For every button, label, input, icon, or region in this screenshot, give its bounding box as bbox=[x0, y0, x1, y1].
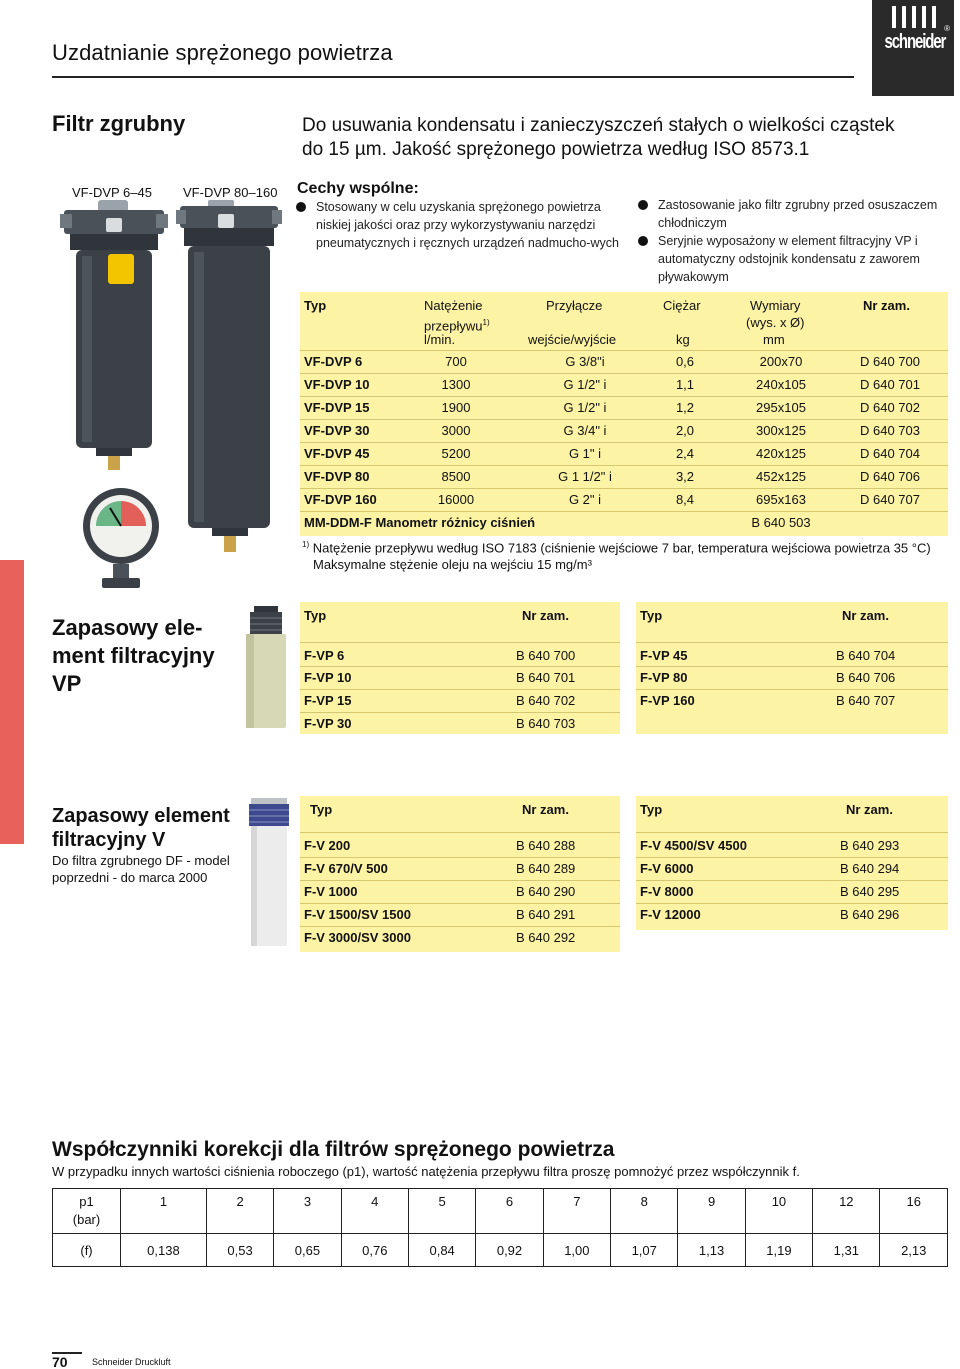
pressure-cell: 12 bbox=[813, 1189, 880, 1234]
row-typ: VF-DVP 6 bbox=[304, 354, 363, 369]
header-order: Nr zam. bbox=[863, 298, 910, 313]
header-dims-sub: (wys. x Ø) bbox=[746, 315, 805, 330]
factor-cell: 1,07 bbox=[611, 1234, 678, 1267]
row-order: D 640 704 bbox=[860, 446, 920, 461]
factor-cell: 1,00 bbox=[543, 1234, 610, 1267]
logo-registered-mark: ® bbox=[944, 24, 950, 33]
header-order: Nr zam. bbox=[846, 802, 893, 817]
logo-stripe bbox=[912, 6, 916, 28]
row-order: B 640 292 bbox=[516, 930, 576, 945]
section-intro: Do usuwania kondensatu i zanieczyszczeń stałych o wielkości cząstek do 15 µm. Jakość sprężonego powietrza według ISO 8573.1 bbox=[302, 115, 895, 160]
header-order: Nr zam. bbox=[522, 802, 569, 817]
pressure-cell: 4 bbox=[341, 1189, 408, 1234]
row-flow: 700 bbox=[445, 354, 467, 369]
row-weight: 2,4 bbox=[675, 446, 695, 461]
vp-table-right bbox=[636, 602, 948, 734]
row-connection: G 3/4" i bbox=[563, 423, 607, 438]
header-connection-sub: wejście/wyjście bbox=[528, 332, 617, 347]
row-weight: 3,2 bbox=[675, 469, 695, 484]
features-title: Cechy wspólne: bbox=[297, 180, 419, 197]
footnote-mark: 1) bbox=[302, 540, 310, 549]
logo-stripe bbox=[922, 6, 926, 28]
pressure-row bbox=[53, 1189, 948, 1234]
row-order: D 640 706 bbox=[860, 469, 920, 484]
row-typ: F-V 12000 bbox=[640, 907, 701, 922]
row-connection: G 1 1/2" i bbox=[558, 469, 612, 484]
row-order: B 640 289 bbox=[516, 861, 576, 876]
row-order: B 640 293 bbox=[840, 838, 900, 853]
logo-text: schneider bbox=[884, 31, 946, 53]
row-flow: 8500 bbox=[441, 469, 471, 484]
row-weight: 0,6 bbox=[675, 354, 695, 369]
row-order: B 640 706 bbox=[836, 670, 896, 685]
pressure-cell: 10 bbox=[745, 1189, 812, 1234]
row-order: D 640 701 bbox=[860, 377, 920, 392]
correction-table bbox=[52, 1188, 948, 1267]
features-list-left bbox=[296, 198, 626, 252]
row-order: B 640 700 bbox=[516, 648, 576, 663]
row-order: B 640 704 bbox=[836, 648, 896, 663]
section-subtitle-v: Do filtra zgrubnego DF - model poprzedni - do marca 2000 bbox=[52, 853, 230, 885]
row-weight: 2,0 bbox=[675, 423, 695, 438]
row-typ: VF-DVP 30 bbox=[304, 423, 370, 438]
product-table bbox=[300, 292, 948, 536]
pressure-cell: 1 bbox=[121, 1189, 207, 1234]
pressure-cell: 5 bbox=[408, 1189, 475, 1234]
header-weight-unit: kg bbox=[676, 332, 690, 347]
section-title-vp: Zapasowy ele- ment filtracyjny VP bbox=[52, 615, 215, 696]
factor-cell: 2,13 bbox=[880, 1234, 948, 1267]
row-connection: G 2" i bbox=[568, 492, 602, 507]
product-label-large: VF-DVP 80–160 bbox=[183, 185, 278, 200]
v-table-left bbox=[300, 796, 620, 952]
header-typ: Typ bbox=[304, 608, 327, 623]
row-connection: G 1" i bbox=[568, 446, 602, 461]
section-title-filter: Filtr zgrubny bbox=[52, 111, 186, 136]
v-element-illustration bbox=[243, 794, 295, 952]
row-typ: F-VP 80 bbox=[640, 670, 688, 685]
row-typ: F-VP 160 bbox=[640, 693, 695, 708]
row-dims: 420x125 bbox=[756, 446, 806, 461]
factor-cell: 0,138 bbox=[121, 1234, 207, 1267]
row-order: D 640 707 bbox=[860, 492, 920, 507]
row-weight: 8,4 bbox=[675, 492, 695, 507]
row-typ: VF-DVP 160 bbox=[304, 492, 377, 507]
pressure-label: p1 (bar) bbox=[53, 1189, 121, 1234]
pressure-cell: 16 bbox=[880, 1189, 948, 1234]
row-flow: 5200 bbox=[441, 446, 471, 461]
row-order: D 640 703 bbox=[860, 423, 920, 438]
schneider-logo bbox=[872, 0, 954, 96]
row-typ: MM-DDM-F Manometr różnicy ciśnień bbox=[304, 515, 536, 530]
row-order: B 640 296 bbox=[840, 907, 900, 922]
row-typ: VF-DVP 10 bbox=[304, 377, 370, 392]
product-label-small: VF-DVP 6–45 bbox=[72, 185, 152, 200]
row-dims: 300x125 bbox=[756, 423, 806, 438]
row-order: B 640 702 bbox=[516, 693, 576, 708]
row-typ: F-VP 15 bbox=[304, 693, 352, 708]
row-weight: 1,2 bbox=[675, 400, 695, 415]
factor-cell: 1,31 bbox=[813, 1234, 880, 1267]
publisher-name: Schneider Druckluft bbox=[92, 1357, 171, 1367]
row-dims: 295x105 bbox=[756, 400, 806, 415]
row-typ: F-V 670/V 500 bbox=[304, 861, 388, 876]
row-typ: VF-DVP 45 bbox=[304, 446, 370, 461]
row-flow: 3000 bbox=[441, 423, 471, 438]
row-typ: F-VP 6 bbox=[304, 648, 345, 663]
row-order: B 640 291 bbox=[516, 907, 576, 922]
logo-stripe bbox=[892, 6, 896, 28]
row-typ: F-VP 10 bbox=[304, 670, 352, 685]
row-weight: 1,1 bbox=[675, 377, 695, 392]
header-order: Nr zam. bbox=[522, 608, 569, 623]
page-number: 70 bbox=[52, 1354, 68, 1369]
row-order: D 640 702 bbox=[860, 400, 920, 415]
pressure-cell: 6 bbox=[476, 1189, 543, 1234]
row-typ: F-V 3000/SV 3000 bbox=[304, 930, 411, 945]
row-order: B 640 294 bbox=[840, 861, 900, 876]
row-connection: G 3/8"i bbox=[565, 354, 605, 369]
header-rule bbox=[52, 76, 854, 78]
factor-cell: 0,92 bbox=[476, 1234, 543, 1267]
feature-item: Stosowany w celu uzyskania sprężonego powietrza niskiej jakości oraz przy wykorzystywaniu narzędzi pneumatycznych i ręcznych urządzeń nadmucho-wych bbox=[296, 198, 626, 252]
header-flow: Natężenie bbox=[424, 298, 483, 313]
row-connection: G 1/2" i bbox=[563, 377, 607, 392]
row-order: B 640 288 bbox=[516, 838, 576, 853]
row-typ: F-V 6000 bbox=[640, 861, 694, 876]
factor-cell: 0,53 bbox=[206, 1234, 273, 1267]
pressure-cell: 3 bbox=[274, 1189, 341, 1234]
v-table-right bbox=[636, 796, 948, 930]
row-typ: F-V 8000 bbox=[640, 884, 694, 899]
row-flow: 1300 bbox=[441, 377, 471, 392]
header-connection: Przyłącze bbox=[546, 298, 603, 313]
row-typ: F-V 4500/SV 4500 bbox=[640, 838, 747, 853]
factor-cell: 0,76 bbox=[341, 1234, 408, 1267]
manometer-illustration bbox=[80, 486, 162, 596]
feature-item: Zastosowanie jako filtr zgrubny przed osuszaczem chłodniczym bbox=[638, 196, 948, 232]
row-dims: 240x105 bbox=[756, 377, 806, 392]
row-order: B 640 503 bbox=[751, 515, 811, 530]
pressure-cell: 8 bbox=[611, 1189, 678, 1234]
row-dims: 695x163 bbox=[756, 492, 806, 507]
correction-title: Współczynniki korekcji dla filtrów sprężonego powietrza bbox=[52, 1138, 615, 1161]
side-accent-bar bbox=[0, 560, 24, 844]
row-typ: F-VP 30 bbox=[304, 716, 352, 731]
factor-row bbox=[53, 1234, 948, 1267]
row-order: D 640 700 bbox=[860, 354, 920, 369]
header-dims: Wymiary bbox=[750, 298, 801, 313]
row-connection: G 1/2" i bbox=[563, 400, 607, 415]
row-flow: 16000 bbox=[437, 492, 475, 507]
row-order: B 640 295 bbox=[840, 884, 900, 899]
row-flow: 1900 bbox=[441, 400, 471, 415]
row-order: B 640 701 bbox=[516, 670, 576, 685]
logo-stripe bbox=[902, 6, 906, 28]
footnote-line-1: Natężenie przepływu według ISO 7183 (ciśnienie wejściowe 7 bar, temperatura wejściowa powietrza 35 °C) bbox=[312, 540, 931, 556]
header-flow-2: przepływu$^{1)}$ bbox=[424, 318, 490, 334]
row-typ: F-V 1000 bbox=[304, 884, 358, 899]
header-typ: Typ bbox=[640, 802, 663, 817]
row-typ: F-V 1500/SV 1500 bbox=[304, 907, 411, 922]
header-order: Nr zam. bbox=[842, 608, 889, 623]
correction-description: W przypadku innych wartości ciśnienia roboczego (p1), wartość natężenia przepływu filtra proszę pomnożyć przez współczynnik f. bbox=[52, 1164, 800, 1179]
pressure-cell: 7 bbox=[543, 1189, 610, 1234]
header-typ: Typ bbox=[310, 802, 333, 817]
footnote bbox=[302, 536, 931, 573]
factor-cell: 1,19 bbox=[745, 1234, 812, 1267]
page-title: Uzdatnianie sprężonego powietrza bbox=[52, 40, 393, 65]
factor-label: (f) bbox=[53, 1234, 121, 1267]
header-flow-unit: l/min. bbox=[424, 332, 456, 347]
vp-table-left bbox=[300, 602, 620, 734]
row-dims: 200x70 bbox=[759, 354, 803, 369]
row-order: B 640 290 bbox=[516, 884, 576, 899]
row-typ: F-V 200 bbox=[304, 838, 351, 853]
header-typ: Typ bbox=[640, 608, 663, 623]
vp-element-illustration bbox=[240, 604, 292, 732]
feature-item: Seryjnie wyposażony w element filtracyjny VP i automatyczny odstojnik kondensatu z zaworem pływakowym bbox=[638, 232, 948, 286]
factor-cell: 1,13 bbox=[678, 1234, 745, 1267]
pressure-cell: 2 bbox=[206, 1189, 273, 1234]
row-typ: VF-DVP 15 bbox=[304, 400, 370, 415]
row-order: B 640 707 bbox=[836, 693, 896, 708]
header-weight: Ciężar bbox=[663, 298, 701, 313]
factor-cell: 0,65 bbox=[274, 1234, 341, 1267]
logo-stripe bbox=[932, 6, 936, 28]
header-dims-unit: mm bbox=[763, 332, 785, 347]
features-list-right bbox=[638, 196, 948, 286]
row-typ: F-VP 45 bbox=[640, 648, 688, 663]
row-dims: 452x125 bbox=[756, 469, 806, 484]
row-order: B 640 703 bbox=[516, 716, 576, 731]
factor-cell: 0,84 bbox=[408, 1234, 475, 1267]
header-typ: Typ bbox=[304, 298, 327, 313]
pressure-cell: 9 bbox=[678, 1189, 745, 1234]
row-typ: VF-DVP 80 bbox=[304, 469, 370, 484]
footnote-line-2: Maksymalne stężenie oleju na wejściu 15 mg/m³ bbox=[313, 557, 592, 573]
section-title-v: Zapasowy element filtracyjny V bbox=[52, 805, 230, 851]
